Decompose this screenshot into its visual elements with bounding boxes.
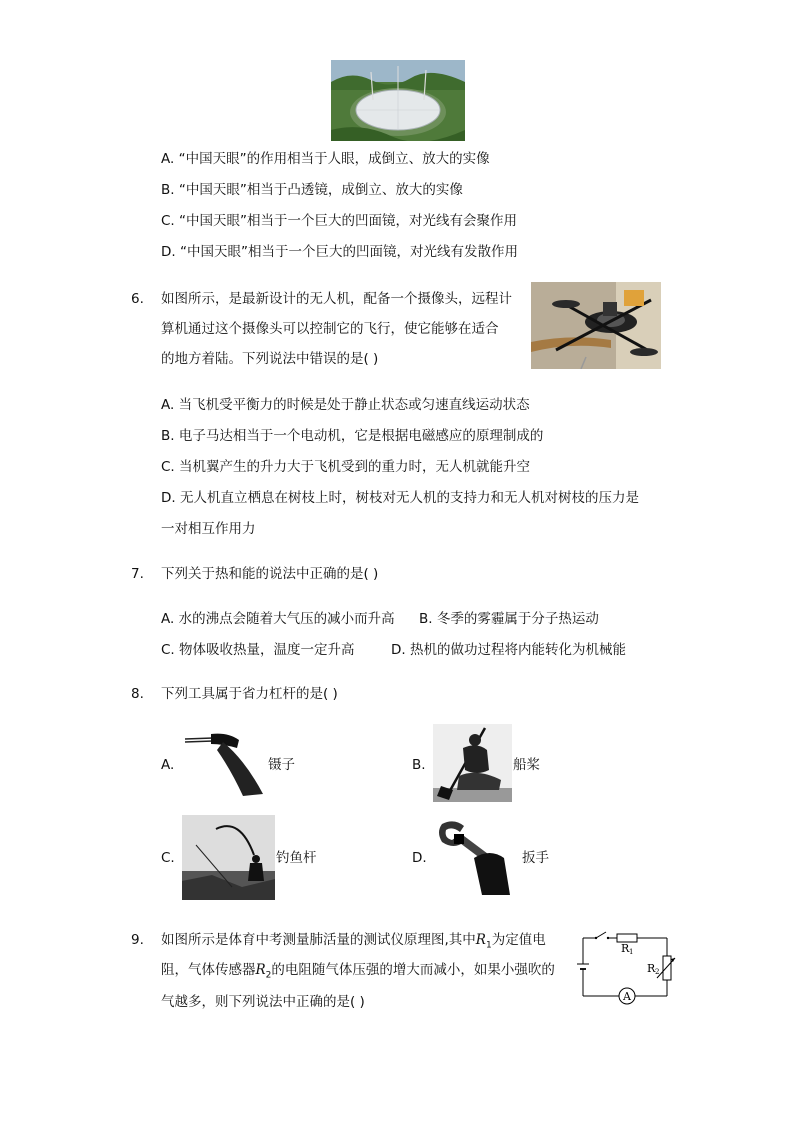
q9-stem-line2 (161, 961, 555, 985)
q8-option-b-letter: B. (412, 757, 426, 773)
q8-option-d-name: 扳手 (522, 850, 549, 866)
q8-number: 8. (131, 686, 144, 702)
q7-stem: 下列关于热和能的说法中正确的是( ) (161, 566, 379, 582)
q5-option-b: B. “中国天眼”相当于凸透镜，成倒立、放大的实像 (161, 182, 463, 198)
q8-option-b-name: 船桨 (513, 757, 540, 773)
q8-option-a-letter: A. (161, 757, 175, 773)
q9-stem-line3 (161, 993, 365, 1011)
q9-stem-text: 如图所示是体育中考测量肺活量的测试仪原理图,其中 (161, 932, 476, 948)
r1-subscript: 1 (485, 940, 492, 951)
fishing-rod-image (182, 815, 275, 900)
q6-option-a: A. 当飞机受平衡力的时候是处于静止状态或匀速直线运动状态 (161, 397, 530, 413)
drone-image (531, 282, 661, 369)
wrench-image (434, 818, 516, 895)
q9-stem-text: 阻，气体传感器 (161, 962, 256, 978)
r2-label: R (647, 962, 656, 975)
q6-number: 6. (131, 291, 144, 307)
q5-option-a: A. “中国天眼”的作用相当于人眼，成倒立、放大的实像 (161, 151, 490, 167)
q6-option-d-cont: 一对相互作用力 (161, 521, 256, 537)
q7-option-b: B. 冬季的雾霾属于分子热运动 (419, 611, 599, 627)
q6-stem-line2: 算机通过这个摄像头可以控制它的飞行，使它能够在适合 (161, 321, 499, 337)
q8-option-d-letter: D. (412, 850, 427, 866)
q8-option-a-name: 镊子 (268, 757, 295, 773)
r1-symbol: R (475, 932, 486, 948)
q6-option-c: C. 当机翼产生的升力大于飞机受到的重力时，无人机就能升空 (161, 459, 531, 475)
q7-number: 7. (131, 566, 144, 582)
q6-option-d: D. 无人机直立栖息在树枝上时，树枝对无人机的支持力和无人机对树枝的压力是 (161, 490, 639, 506)
q6-option-b: B. 电子马达相当于一个电动机，它是根据电磁感应的原理制成的 (161, 428, 544, 444)
q9-stem-text: 气越多，则下列说法中正确的是( ) (161, 994, 365, 1010)
q9-stem-text: 的电阻随气体压强的增大而减小，如果小强吹的 (271, 962, 555, 978)
ammeter-label: A (623, 990, 631, 1003)
q6-stem-line1: 如图所示，是最新设计的无人机，配备一个摄像头，远程计 (161, 291, 512, 307)
r2-label-sub: 2 (655, 968, 660, 976)
q5-option-d: D. “中国天眼”相当于一个巨大的凹面镜，对光线有发散作用 (161, 244, 518, 260)
q5-option-c: C. “中国天眼”相当于一个巨大的凹面镜，对光线有会聚作用 (161, 213, 517, 229)
r1-label: R (621, 942, 630, 955)
r1-label-sub: 1 (629, 948, 634, 956)
circuit-diagram (573, 924, 677, 1012)
q7-option-c: C. 物体吸收热量，温度一定升高 (161, 642, 355, 658)
r2-resistor (663, 956, 671, 980)
r2-subscript: 2 (265, 970, 272, 981)
r2-symbol: R (255, 962, 266, 978)
q8-option-c-name: 钓鱼杆 (276, 850, 317, 866)
q9-stem-line1 (161, 931, 546, 955)
paddle-image (433, 724, 512, 802)
q9-stem-text: 为定值电 (491, 932, 546, 948)
r1-resistor (617, 934, 637, 942)
fast-telescope-image (331, 60, 465, 141)
q6-stem-line3: 的地方着陆。下列说法中错误的是( ) (161, 351, 379, 367)
q8-stem: 下列工具属于省力杠杆的是( ) (161, 686, 338, 702)
q7-option-a: A. 水的沸点会随着大气压的减小而升高 (161, 611, 395, 627)
q7-option-d: D. 热机的做功过程将内能转化为机械能 (391, 642, 626, 658)
q9-number: 9. (131, 932, 144, 948)
q8-option-c-letter: C. (161, 850, 175, 866)
tweezers-image (183, 730, 267, 796)
